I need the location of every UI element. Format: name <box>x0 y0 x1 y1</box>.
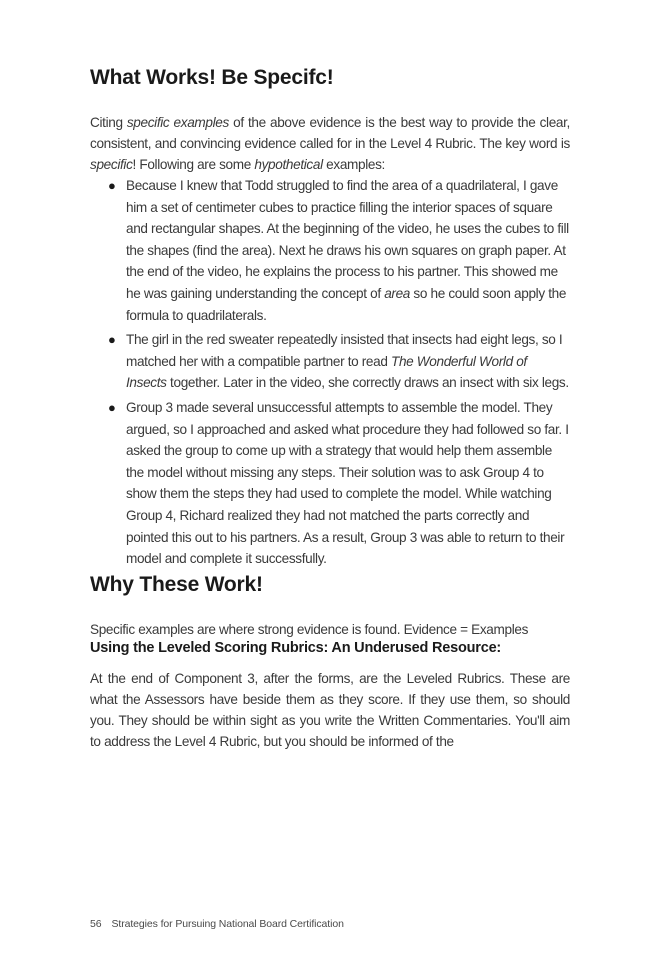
bullet-icon: ● <box>108 332 116 348</box>
intro-paragraph <box>90 112 570 175</box>
bullet-icon: ● <box>108 178 116 193</box>
subheading-leveled-rubrics: Using the Leveled Scoring Rubrics: An Underused Resource: <box>90 639 502 656</box>
intro-text-3: ! Following are some <box>132 157 255 172</box>
examples-list <box>90 175 570 570</box>
page-footer <box>90 918 344 930</box>
intro-text-2: of the above evidence is the best way to provide the clear, consistent, and convincing evidence called for in the Level 4 Rubric. The key word is <box>90 115 570 151</box>
book-title: Strategies for Pursuing National Board Certification <box>111 918 344 930</box>
intro-emphasis-1: specific examples <box>126 115 229 130</box>
bullet-emphasis: area <box>384 285 410 301</box>
bullet-icon: ● <box>108 399 116 415</box>
page-content <box>90 66 570 752</box>
rubrics-paragraph: At the end of Component 3, after the forms, are the Leveled Rubrics. These are what the Assessors have beside them as they score. If they use them, so should you. They should be within sight as you write the Written Commentaries. You'll aim to address the Level 4 Rubric, but you should be informed of the <box>90 670 570 749</box>
list-item <box>108 175 570 326</box>
section-heading-what-works: What Works! Be Specifc! <box>90 66 334 89</box>
bullet-text: The girl in the red sweater repeatedly insisted that insects had eight legs, so I matched her with a compatible partner to read <box>126 332 563 369</box>
bullet-emphasis: The Wonderful World of Insects <box>126 353 527 391</box>
page-number: 56 <box>90 918 102 930</box>
intro-emphasis-2: specific <box>90 157 133 172</box>
list-item <box>108 329 570 394</box>
bullet-text-end: together. Later in the video, she correctly draws an insect with six legs. <box>166 375 569 391</box>
bullet-text-end: so he could soon apply the formula to quadrilaterals. <box>126 285 567 323</box>
bullet-text: Because I knew that Todd struggled to find the area of a quadrilateral, I gave him a set of centimeter cubes to practice filling the interior spaces of square and rectangular shapes. At the beginning of the video, he uses the cubes to fill the shapes (find the area). Next he draws his own squares on graph paper. At the end of the video, he explains the process to his partner. This showed me he was gaining understanding the concept of <box>126 178 569 301</box>
section-heading-why-these-work: Why These Work! <box>90 572 263 596</box>
intro-text-4: examples: <box>322 157 385 172</box>
evidence-statement: Specific examples are where strong evidence is found. Evidence = Examples <box>90 621 529 637</box>
intro-text-1: Citing <box>90 115 127 130</box>
list-item <box>108 397 570 570</box>
bullet-text: Group 3 made several unsuccessful attempts to assemble the model. They argued, so I approached and asked what procedure they had followed so far. I asked the group to come up with a strategy that would help them assemble the model without missing any steps. Their solution was to ask Group 4 to show them the steps they had used to complete the model. While watching Group 4, Richard realized they had not matched the parts correctly and pointed this out to his partners. As a result, Group 3 was able to return to their model and complete it successfully. <box>126 399 569 567</box>
intro-emphasis-3: hypothetical <box>254 157 323 172</box>
